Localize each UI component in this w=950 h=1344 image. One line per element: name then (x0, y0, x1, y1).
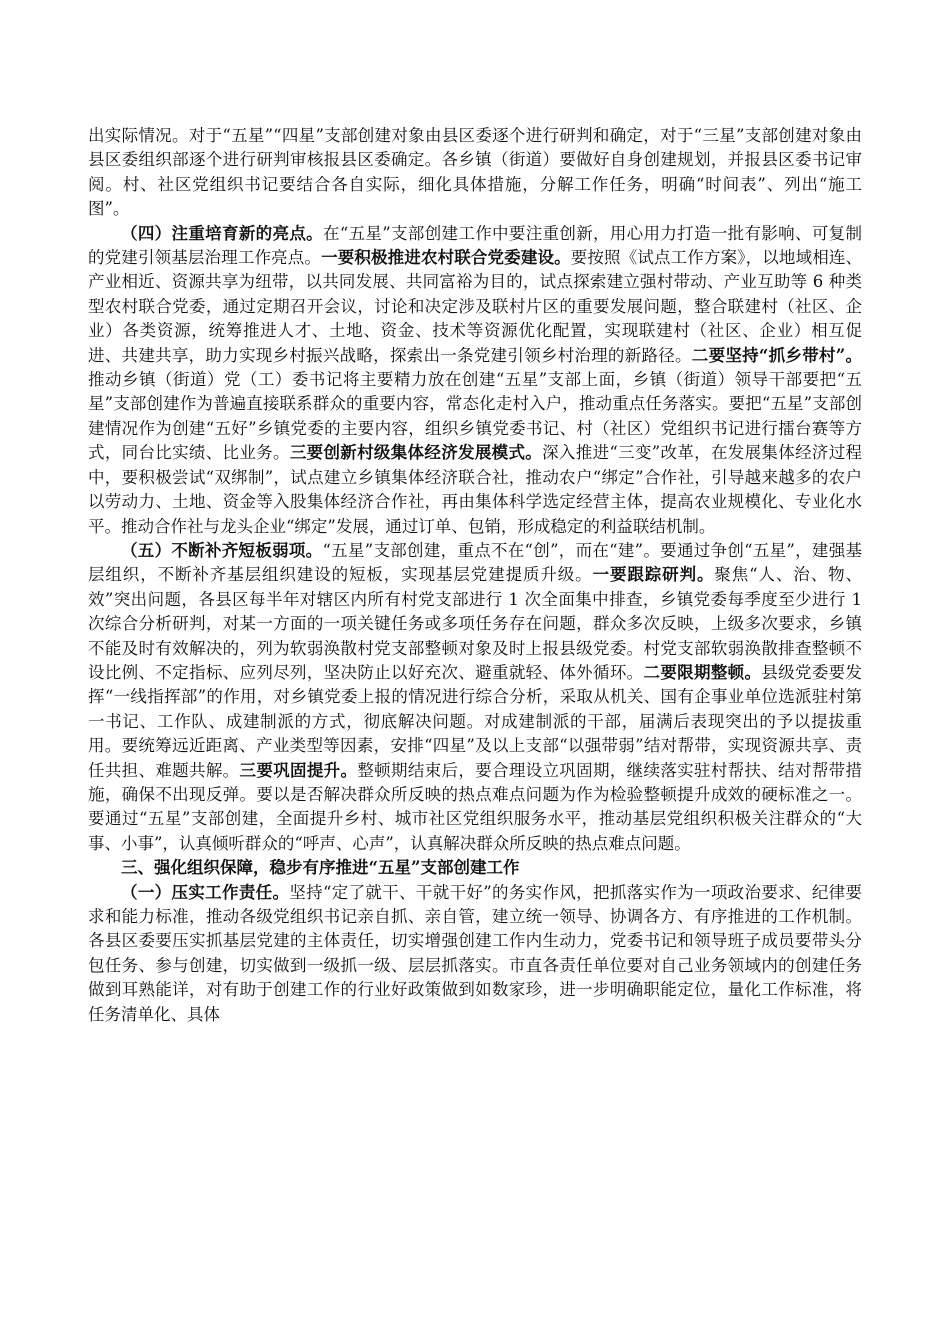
text: 在“五星”支部创建工作中要注重创新，用心用力打造一批有影响、可复制的党建引领基层治理工作亮点。 (88, 223, 863, 268)
heading-4: （四）注重培育新的亮点。 (121, 223, 323, 243)
paragraph-1: 出实际情况。对于“五星”“四星”支部创建对象由县区委逐个进行研判和确定，对于“三星”支部创建对象由县区委组织部逐个进行研判审核报县区委确定。各乡镇（街道）要做好自身创建规划，并报县区委书记审阅。村、社区党组织书记要结合各自实际，细化具体措施，分解工作任务，明确“时间表”、列出“施工图”。 (88, 126, 862, 219)
text: “五星”支部创建，重点不在“创”，而在“建”。要通过争创“五星”，建强基层组织，不断补齐基层组织建设的短板，实现基层党建提质升级。 (88, 540, 863, 585)
paragraph-shortcomings (88, 539, 862, 856)
text: 聚焦“人、治、物、效”突出问题，各县区每半年对辖区内所有村党支部进行 1 次全面集中排查，乡镇党委每季度至少进行 1 次综合分析研判，对某一方面的一项关键任务或多项任务存在问题，群众多次反映，上级多次要求，乡镇不能及时有效解决的，列为软弱涣散村党支部整顿对象及时上报县级党委。村党支部软弱涣散排查整顿不设比例、不定指标、应列尽列，坚决防止以好充次、避重就轻、体外循环。 (88, 565, 863, 682)
paragraph-highlights (88, 222, 862, 539)
heading-5: （五）不断补齐短板弱项。 (121, 540, 323, 560)
bold-point-2: 二要坚持“抓乡带村”。 (691, 345, 862, 365)
text: 要按照《试点工作方案》，以地域相连、产业相近、资源共享为纽带，以共同发展、共同富裕为目的，试点探索建立强村带动、产业互助等 6 种类型农村联合党委，通过定期召开会议，讨论和决定涉及联村片区的重要发展问题，整合联建村（社区、企业）各类资源，统筹推进人才、土地、资金、技术等资源优化配置，实现联建村（社区、企业）相互促进、共建共享，助力实现乡村振兴战略，探索出一条党建引领乡村治理的新路径。 (88, 248, 863, 365)
document-page (88, 124, 862, 1027)
bold-point-3: 三要创新村级集体经济发展模式。 (289, 443, 543, 463)
paragraph-responsibility (88, 881, 862, 1027)
bold-point-1: 一要积极推进农村联合党委建设。 (321, 248, 571, 268)
bold-point-3: 三要巩固提升。 (239, 760, 358, 780)
bold-point-1: 一要跟踪研判。 (592, 565, 715, 585)
section-3-title: 三、强化组织保障，稳步有序推进“五星”支部创建工作 (121, 858, 520, 878)
text: 坚持“定了就干、干就干好”的务实作风，把抓落实作为一项政治要求、纪律要求和能力标准，推动各级党组织书记亲自抓、亲自管，建立统一领导、协调各方、有序推进的工作机制。各县区委要压实抓基层党建的主体责任，切实增强创建工作内生动力，党委书记和领导班子成员要带头分包任务、参与创建，切实做到一级抓一级、层层抓落实。市直各责任单位要对自己业务领域内的创建任务做到耳熟能详，对有助于创建工作的行业好政策做到如数家珍，进一步明确职能定位，量化工作标准，将任务清单化、具体 (88, 882, 862, 1024)
text: 推动乡镇（街道）党（工）委书记将主要精力放在创建“五星”支部上面，乡镇（街道）领导干部要把“五星”支部创建作为普遍直接联系群众的重要内容，常态化走村入户，推动重点任务落实。要把“五星”支部创建情况作为创建“五好”乡镇党委的主要内容，组织乡镇党委书记、村（社区）党组织书记进行擂台赛等方式，同台比实绩、比业务。 (88, 370, 862, 463)
section-3-heading (88, 856, 862, 880)
bold-point-2: 二要限期整顿。 (643, 662, 762, 682)
text: 整顿期结束后，要合理设立巩固期，继续落实驻村帮扶、结对帮带措施，确保不出现反弹。要以是否解决群众所反映的热点难点问题为作为检验整顿提升成效的硬标准之一。要通过“五星”支部创建，全面提升乡村、城市社区党组织服务水平，推动基层党组织积极关注群众的“大事、小事”，认真倾听群众的“呼声、心声”，认真解决群众所反映的热点难点问题。 (88, 760, 863, 853)
heading-1: （一）压实工作责任。 (121, 882, 290, 902)
text: 深入推进“三变”改革，在发展集体经济过程中，要积极尝试“双绑制”，试点建立乡镇集体经济联合社，推动农户“绑定”合作社，引导越来越多的农户以劳动力、土地、资金等入股集体经济合作社，再由集体科学选定经营主体，提高农业规模化、专业化水平。推动合作社与龙头企业“绑定”发展，通过订单、包销，形成稳定的利益联结机制。 (88, 443, 863, 536)
text: 县级党委要发挥“一线指挥部”的作用，对乡镇党委上报的情况进行综合分析，采取从机关、国有企事业单位选派驻村第一书记、工作队、成建制派的方式，彻底解决问题。对成建制派的干部，届满后表现突出的予以提拔重用。要统筹远近距离、产业类型等因素，安排“四星”及以上支部“以强带弱”结对帮带，实现资源共享、责任共担、难题共解。 (88, 662, 863, 780)
